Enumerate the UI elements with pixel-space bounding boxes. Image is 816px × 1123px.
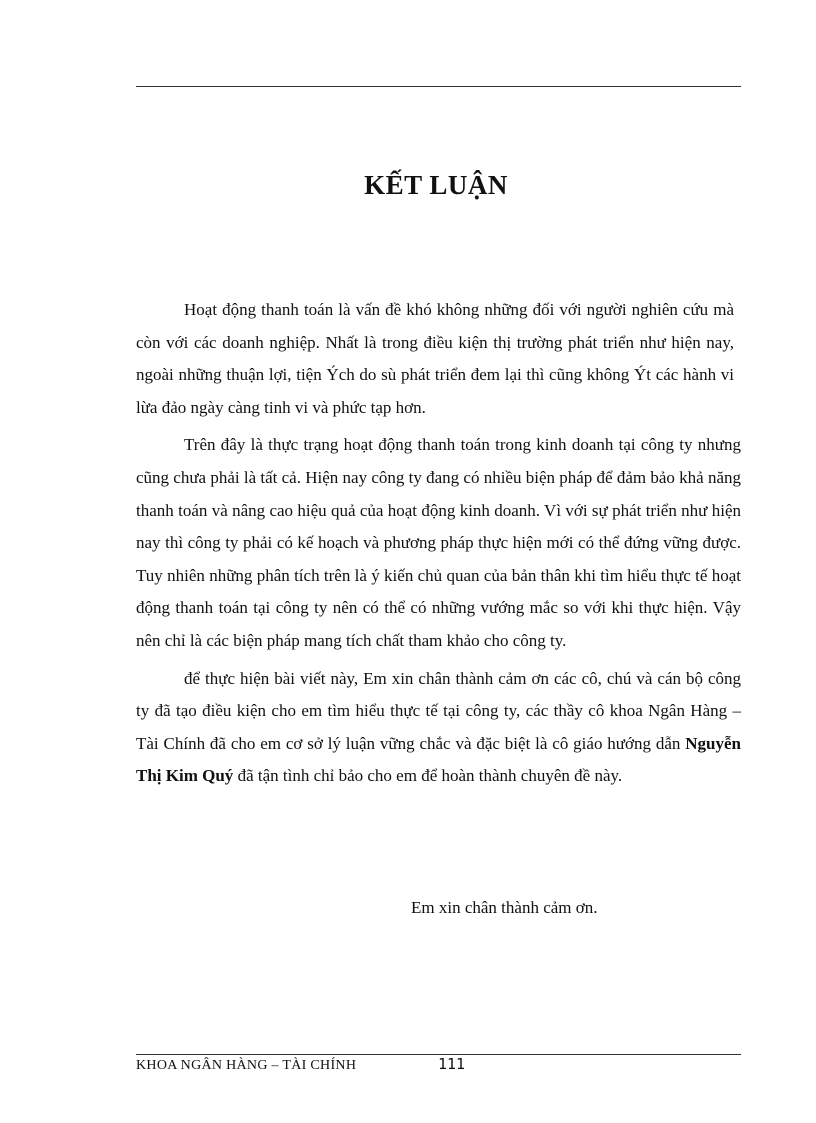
closing-line: Em xin chân thành cảm ơn.: [411, 898, 598, 917]
paragraph-2: Trên đây là thực trạng hoạt động thanh toán trong kinh doanh tại công ty nhưng cũng chưa phải là tất cả. Hiện nay công ty đang có nhiều biện pháp để đảm bảo khả năng thanh toán và nâng cao hiệu quả của hoạt động kinh doanh. Vì với sự phát triển như hiện nay thì công ty phải có kế hoạch và phương pháp thực hiện mới có thể đứng vững được. Tuy nhiên những phân tích trên là ý kiến chủ quan của bản thân khi tìm hiểu thực tế hoạt động thanh toán tại công ty nên có thể có những vướng mắc so với khi thực hiện. Vậy nên chỉ là các biện pháp mang tích chất tham khảo cho công ty.: [136, 435, 741, 650]
header-rule: [136, 86, 741, 87]
paragraph-1: Hoạt động thanh toán là vấn đề khó không những đối với người nghiên cứu mà còn với các doanh nghiệp. Nhất là trong điều kiện thị trường phát triển như hiện nay, ngoài những thuận lợi, tiện Ých do sù phát triển đem lại thì cũng không Ýt các hành vi lừa đảo ngày càng tinh vi và phức tạp hơn.: [136, 300, 734, 417]
paragraph-3: [136, 663, 741, 793]
paragraph-3-text-start: để thực hiện bài viết này, Em xin chân thành cảm ơn các cô, chú và cán bộ công ty đã tạo điều kiện cho em tìm hiểu thực tế tại công ty, các thầy cô khoa Ngân Hàng – Tài Chính đã cho em cơ sở lý luận vững chắc và đặc biệt là cô giáo hướng dẫn: [136, 668, 741, 753]
advisor-name: Nguyễn Thị Kim Quý: [136, 733, 741, 786]
body-text: [136, 294, 741, 798]
footer-faculty: KHOA NGÂN HÀNG – TÀI CHÍNH: [136, 1058, 357, 1073]
page-number: 111: [438, 1055, 466, 1073]
paragraph-3-text-end: đã tận tình chỉ bảo cho em để hoàn thành chuyên đề này.: [233, 766, 623, 786]
page-title: KẾT LUẬN: [364, 170, 508, 200]
